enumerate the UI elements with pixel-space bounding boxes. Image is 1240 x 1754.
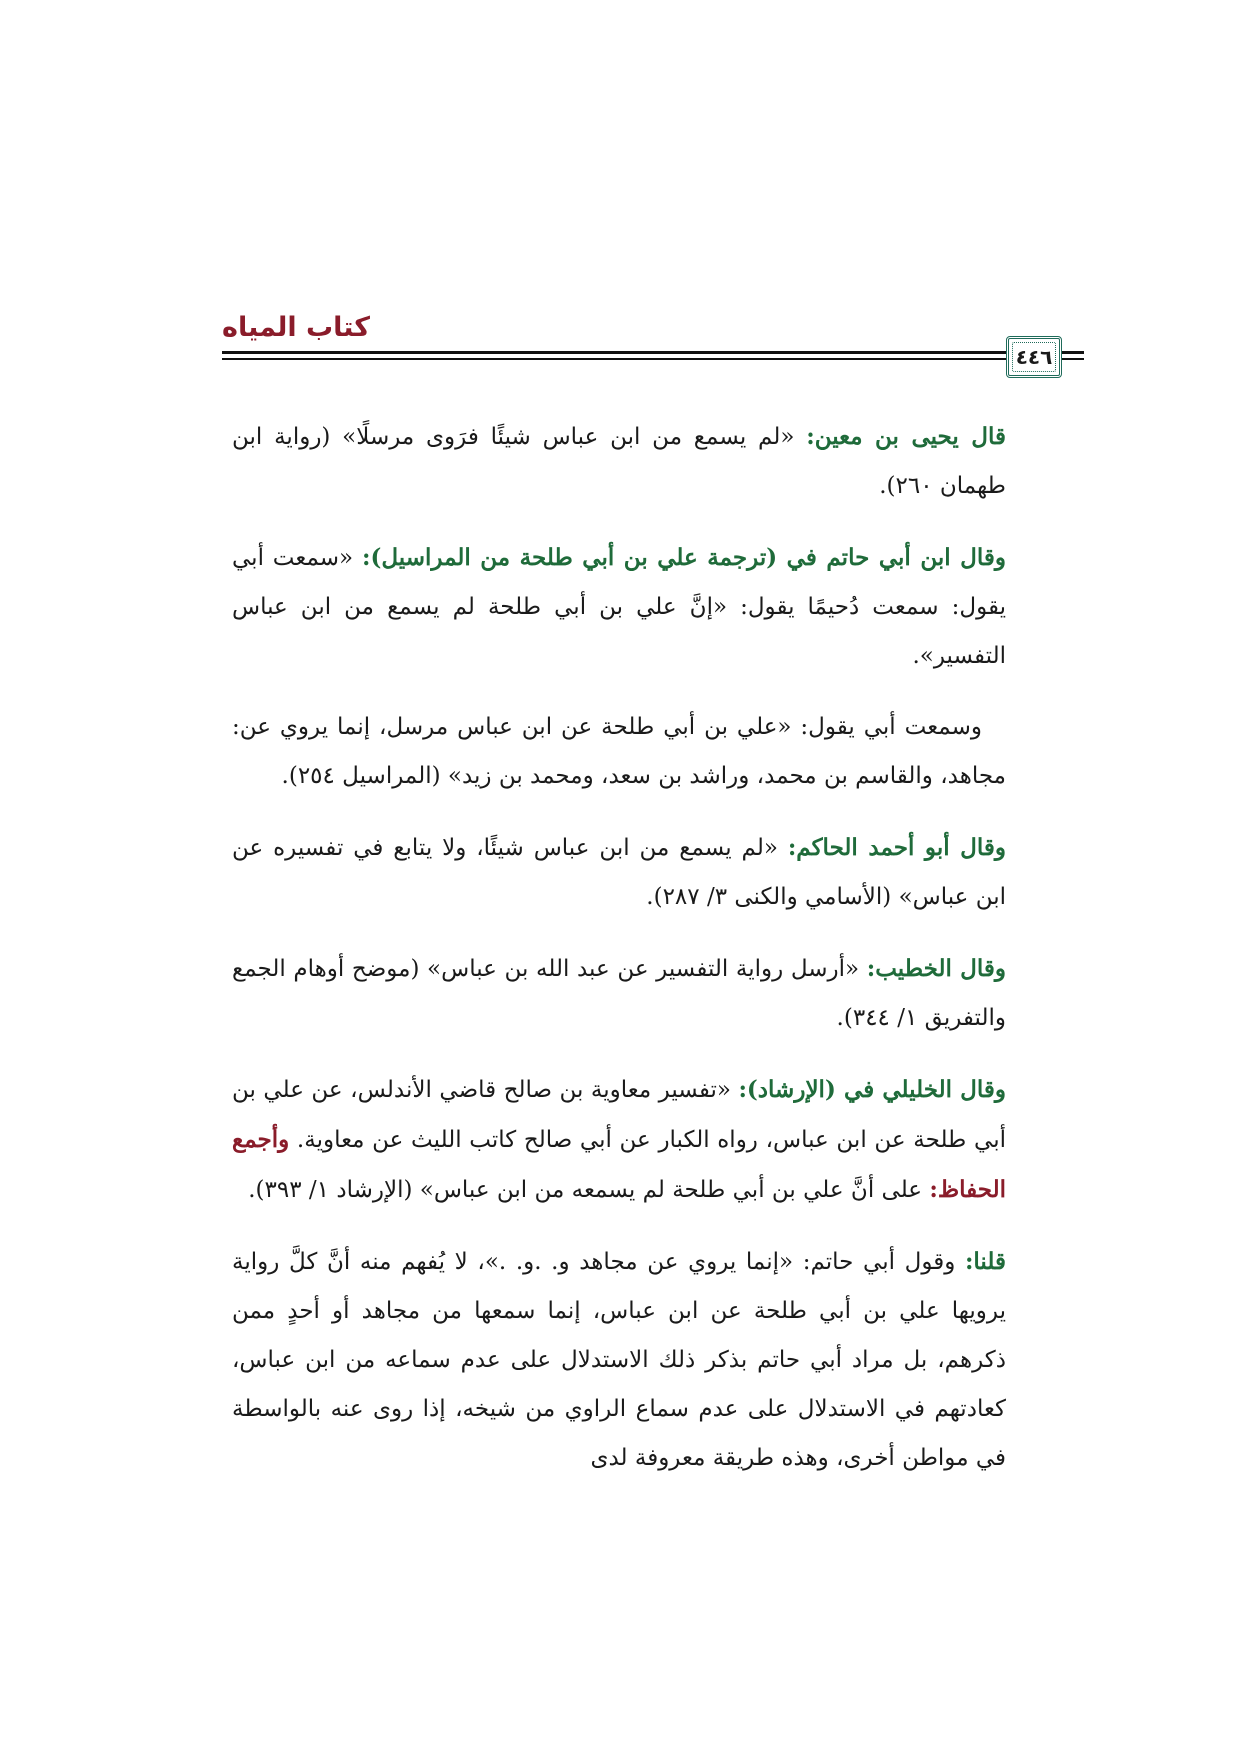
speaker-label-emphasis: وأجمع الحفاظ: — [232, 1126, 1006, 1203]
paragraph-4 — [232, 823, 1006, 922]
paragraph-3 — [232, 703, 1006, 801]
paragraph-text: «لم يسمع من ابن عباس شيئًا فرَوى مرسلًا» (رواية ابن طهمان ٢٦٠). — [232, 424, 1006, 499]
speaker-label: قلنا: — [964, 1248, 1006, 1275]
paragraph-text: «لم يسمع من ابن عباس شيئًا، ولا يتابع في تفسيره عن ابن عباس» (الأسامي والكنى ٣/ ٢٨٧). — [232, 835, 1006, 910]
speaker-label: وقال الخليلي في (الإرشاد): — [738, 1076, 1006, 1103]
header-rule-thick — [222, 351, 1012, 354]
speaker-label: وقال الخطيب: — [866, 955, 1006, 982]
speaker-label: وقال أبو أحمد الحاكم: — [787, 834, 1007, 861]
paragraph-text: «سمعت أبي يقول: سمعت دُحيمًا يقول: «إنَّ علي بن أبي طلحة لم يسمع من ابن عباس التفسير». — [232, 545, 1006, 669]
paragraph-7 — [232, 1237, 1006, 1483]
page-number-badge — [1006, 336, 1062, 378]
paragraph-text-continued: على أنَّ علي بن أبي طلحة لم يسمعه من ابن عباس» (الإرشاد ١/ ٣٩٣). — [248, 1177, 930, 1203]
paragraph-text: وقول أبي حاتم: «إنما يروي عن مجاهد و. .و. .»، لا يُفهم منه أنَّ كلَّ رواية يرويها علي بن أبي طلحة عن ابن عباس، إنما سمعها من مجاهد أو أحدٍ ممن ذكرهم، بل مراد أبي حاتم بذكر ذلك الاستدلال على عدم سماعه من ابن عباس، كعادتهم في الاستدلال على عدم سماع الراوي من شيخه، إذا روى عنه بالواسطة في مواطن أخرى، وهذه طريقة معروفة لدى — [232, 1249, 1006, 1471]
header-rule-right-thin — [1060, 358, 1084, 360]
paragraph-1 — [232, 412, 1006, 511]
paragraph-text: «أرسل رواية التفسير عن عبد الله بن عباس» (موضح أوهام الجمع والتفريق ١/ ٣٤٤). — [232, 956, 1006, 1031]
paragraph-5 — [232, 944, 1006, 1043]
body-text — [232, 412, 1006, 1505]
speaker-label: وقال ابن أبي حاتم في (ترجمة علي بن أبي طلحة من المراسيل): — [361, 544, 1007, 571]
paragraph-text: وسمعت أبي يقول: «علي بن أبي طلحة عن ابن عباس مرسل، إنما يروي عن: مجاهد، والقاسم بن محمد، وراشد بن سعد، ومحمد بن زيد» (المراسيل ٢٥٤). — [232, 714, 1006, 789]
paragraph-6 — [232, 1065, 1006, 1215]
header-rule-right-thick — [1060, 351, 1084, 354]
book-title: كتاب المياه — [222, 312, 370, 343]
page-number: ٤٤٦ — [1015, 345, 1053, 369]
speaker-label: قال يحيى بن معين: — [806, 423, 1006, 450]
paragraph-2 — [232, 533, 1006, 681]
paragraph-text: «تفسير معاوية بن صالح قاضي الأندلس، عن علي بن أبي طلحة عن ابن عباس، رواه الكبار عن أبي صالح كاتب الليث عن معاوية. — [232, 1077, 1006, 1153]
header-rule-thin — [222, 358, 1012, 360]
